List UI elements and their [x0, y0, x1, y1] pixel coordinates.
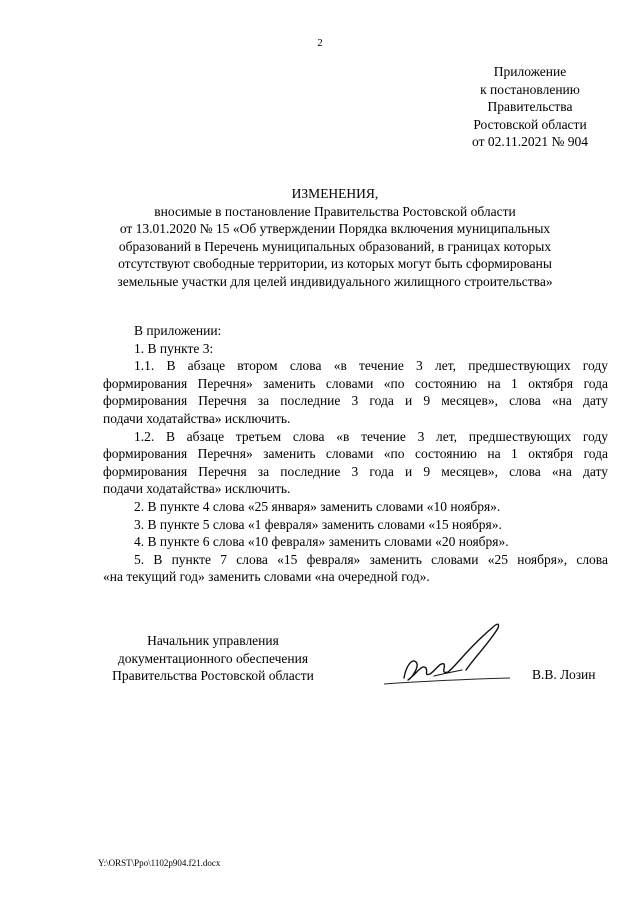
- item-1-2-line: формирования Перечня за последние 3 года и 9 месяцев», слова «на дату: [103, 463, 608, 479]
- document-body: [103, 322, 608, 586]
- appendix-header: [430, 63, 630, 151]
- page-number: 2: [317, 37, 323, 49]
- document-title: [0, 185, 640, 290]
- item-1-2: [103, 428, 608, 498]
- item-1-1-line: формирования Перечня за последние 3 года и 9 месяцев», слова «на дату: [103, 393, 608, 409]
- item-1-2-line: подачи ходатайства» исключить.: [103, 481, 291, 497]
- item-1-1-line: формирования Перечня» заменить словами «по состоянию на 1 октября года: [103, 375, 608, 391]
- item-1-1: [103, 357, 608, 427]
- item-5: [103, 551, 608, 586]
- handwritten-signature: [382, 618, 512, 698]
- item-1: 1. В пункте 3:: [134, 340, 214, 356]
- signer-position: [89, 632, 337, 685]
- item-4: 4. В пункте 6 слова «10 февраля» заменить словами «20 ноября».: [134, 534, 509, 550]
- item-1-2-line: формирования Перечня» заменить словами «по состоянию на 1 октября года: [103, 446, 608, 462]
- footer-file-path: Y:\ORST\Ppo\1102p904.f21.docx: [98, 858, 221, 868]
- title-heading: ИЗМЕНЕНИЯ,: [291, 186, 379, 201]
- appendix-line: Приложение: [493, 64, 567, 79]
- item-5-line: 5. В пункте 7 слова «15 февраля» заменить словами «25 ноября», слова: [134, 551, 608, 567]
- title-line: земельные участки для целей индивидуального жилищного строительства»: [117, 273, 553, 289]
- title-line: отсутствуют свободные территории, из которых могут быть сформированы: [118, 256, 552, 271]
- title-line: от 13.01.2020 № 15 «Об утверждении Порядка включения муниципальных: [119, 221, 551, 236]
- appendix-line: Ростовской области: [473, 116, 587, 132]
- signer-position-line: Правительства Ростовской области: [112, 668, 314, 683]
- signer-position-line: Начальник управления: [147, 633, 279, 648]
- appendix-line: Правительства: [487, 99, 573, 114]
- appendix-line: от 02.11.2021 № 904: [472, 134, 588, 149]
- item-2: 2. В пункте 4 слова «25 января» заменить словами «10 ноября».: [134, 498, 501, 514]
- signer-name: В.В. Лозин: [532, 667, 596, 682]
- item-1-1-line: 1.1. В абзаце втором слова «в течение 3 лет, предшествующих году: [134, 358, 608, 374]
- intro-paragraph: В приложении:: [134, 323, 222, 338]
- item-1-1-line: подачи ходатайства» исключить.: [103, 410, 291, 426]
- title-line: вносимые в постановление Правительства Ростовской области: [154, 203, 516, 219]
- signer-position-line: документационного обеспечения: [117, 650, 309, 666]
- appendix-line: к постановлению: [480, 81, 580, 97]
- title-line: образований в Перечень муниципальных образований, в границах которых: [118, 238, 552, 254]
- item-5-line: «на текущий год» заменить словами «на очередной год».: [103, 569, 430, 585]
- item-3: 3. В пункте 5 слова «1 февраля» заменить словами «15 ноября».: [134, 516, 502, 532]
- item-1-2-line: 1.2. В абзаце третьем слова «в течение 3 лет, предшествующих году: [134, 428, 608, 444]
